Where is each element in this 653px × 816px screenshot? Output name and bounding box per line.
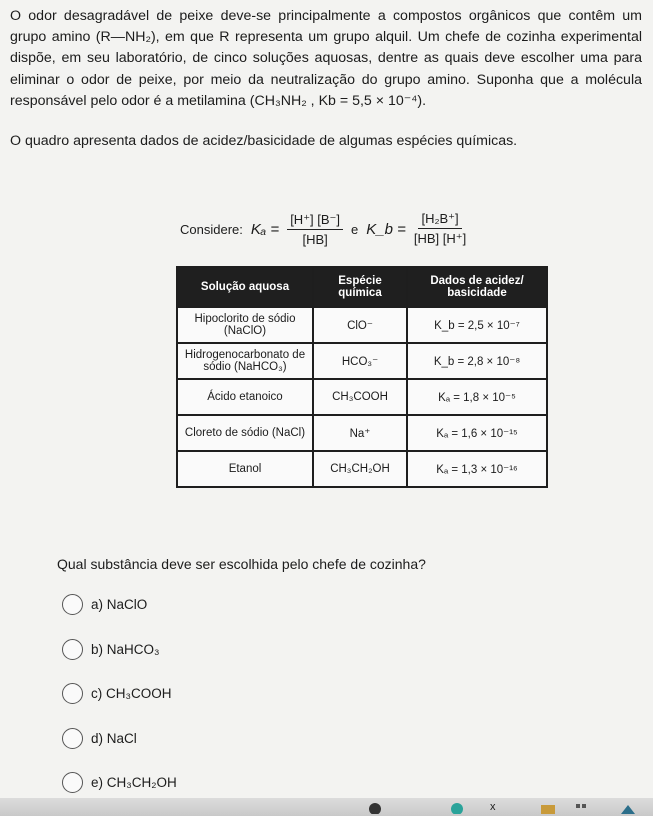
option-b[interactable]: [62, 639, 160, 660]
table-cell: Kₐ = 1,8 × 10⁻⁵: [407, 379, 547, 415]
x-icon[interactable]: x: [490, 801, 496, 813]
table-row: [177, 451, 547, 487]
folder-icon[interactable]: [540, 802, 556, 814]
option-text: CH₃COOH: [106, 686, 172, 701]
radio-button[interactable]: [62, 594, 83, 615]
option-a[interactable]: [62, 594, 147, 615]
table-cell: Etanol: [177, 451, 313, 487]
table-row: [177, 343, 547, 379]
radio-button[interactable]: [62, 772, 83, 793]
taskbar: [0, 798, 653, 816]
kb-symbol: K_b =: [366, 220, 406, 238]
kb-numerator: [H₂B⁺]: [418, 211, 461, 229]
table-cell: ClO⁻: [313, 307, 407, 343]
circle-icon[interactable]: [368, 802, 382, 814]
option-letter: e): [91, 775, 104, 790]
radio-button[interactable]: [62, 728, 83, 749]
intro-paragraph: O odor desagradável de peixe deve-se principalmente a compostos orgânicos que contêm um grupo amino (R—NH₂), em que R representa um grupo alquil. Um chefe de cozinha experimental dispõe, em seu laboratório, de cinco soluções aquosas, dentre as quais deve escolher uma para eliminar o odor de peixe, por meio da neutralização do grupo amino. Suponha que a molécula responsável pelo odor é a metilamina (CH₃NH₂ , Kb = 5,5 × 10⁻⁴).: [10, 8, 642, 109]
table-cell: K_b = 2,8 × 10⁻⁸: [407, 343, 547, 379]
table-cell: K_b = 2,5 × 10⁻⁷: [407, 307, 547, 343]
radio-button[interactable]: [62, 639, 83, 660]
ka-fraction: [287, 212, 343, 247]
grid-icon[interactable]: [575, 802, 587, 814]
table-cell: CH₃CH₂OH: [313, 451, 407, 487]
radio-button[interactable]: [62, 683, 83, 704]
table-cell: Cloreto de sódio (NaCl): [177, 415, 313, 451]
ka-denominator: [HB]: [302, 231, 328, 247]
table-cell: Hipoclorito de sódio (NaClO): [177, 307, 313, 343]
teal-icon[interactable]: [450, 802, 464, 814]
table-cell: Kₐ = 1,6 × 10⁻¹⁵: [407, 415, 547, 451]
ka-symbol: Kₐ =: [250, 220, 280, 238]
option-c[interactable]: [62, 683, 172, 704]
option-letter: d): [91, 731, 104, 746]
option-e[interactable]: [62, 772, 177, 793]
table-cell: HCO₃⁻: [313, 343, 407, 379]
option-d[interactable]: [62, 728, 137, 749]
table-row: [177, 415, 547, 451]
formula-label: Considere:: [180, 221, 243, 237]
option-letter: b): [91, 642, 104, 657]
formula-conjunction: e: [351, 221, 359, 237]
option-letter: a): [91, 597, 104, 612]
table-header: Dados de acidez/ basicidade: [407, 267, 547, 307]
table-intro-paragraph: O quadro apresenta dados de acidez/basicidade de algumas espécies químicas.: [10, 133, 518, 149]
table-cell: Kₐ = 1,3 × 10⁻¹⁶: [407, 451, 547, 487]
table-cell: CH₃COOH: [313, 379, 407, 415]
option-text: NaCl: [106, 731, 137, 746]
kb-denominator: [HB] [H⁺]: [413, 231, 467, 246]
bookmark-icon[interactable]: [620, 802, 636, 814]
option-text: NaClO: [106, 597, 148, 612]
question-text: Qual substância deve ser escolhida pelo chefe de cozinha?: [57, 556, 426, 572]
acidity-table: [176, 266, 548, 488]
kb-fraction: [414, 211, 466, 247]
table-header: Espécie química: [313, 267, 407, 307]
table-cell: Ácido etanoico: [177, 379, 313, 415]
option-text: NaHCO₃: [106, 642, 160, 657]
ka-numerator: [H⁺] [B⁻]: [287, 212, 343, 230]
table-header-row: [177, 267, 547, 307]
table-row: [177, 379, 547, 415]
table-row: [177, 307, 547, 343]
table-cell: Na⁺: [313, 415, 407, 451]
option-text: CH₃CH₂OH: [106, 775, 177, 790]
table-header: Solução aquosa: [177, 267, 313, 307]
formula-block: [180, 211, 466, 247]
option-letter: c): [91, 686, 103, 701]
table-cell: Hidrogenocarbonato de sódio (NaHCO₃): [177, 343, 313, 379]
